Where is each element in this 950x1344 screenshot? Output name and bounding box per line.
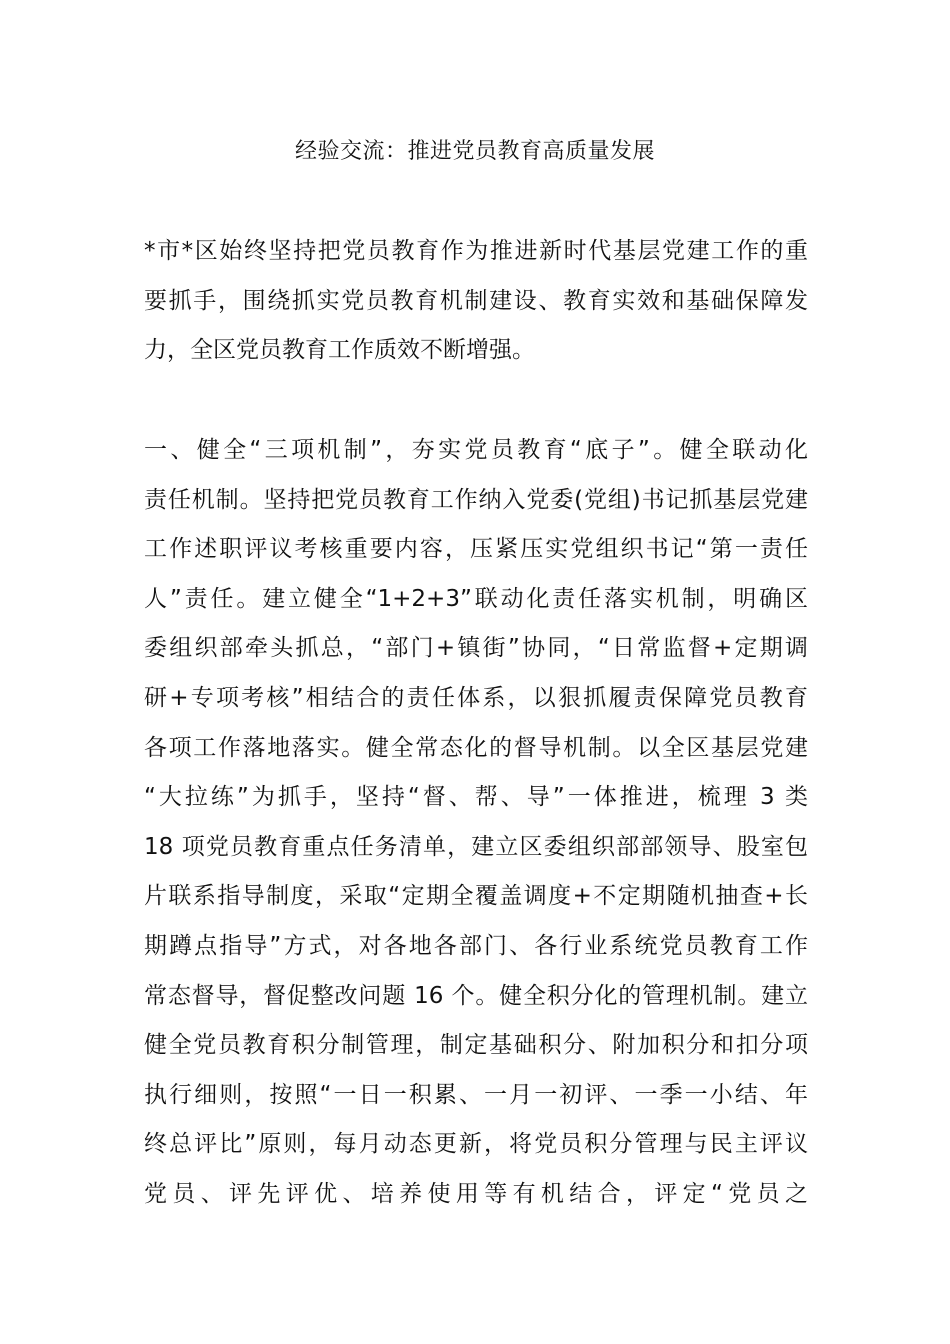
paragraph-line: 片联系指导制度，采取“定期全覆盖调度+不定期随机抽查+长	[144, 883, 808, 910]
paragraph-line: 责任机制。坚持把党员教育工作纳入党委(党组)书记抓基层党建	[144, 486, 808, 513]
paragraph-line: 期蹲点指导”方式，对各地各部门、各行业系统党员教育工作	[144, 932, 808, 959]
paragraph-line: 各项工作落地落实。健全常态化的督导机制。以全区基层党建	[144, 734, 808, 761]
paragraph-line: 力，全区党员教育工作质效不断增强。	[144, 337, 535, 364]
paragraph-line: 研+专项考核”相结合的责任体系，以狠抓履责保障党员教育	[144, 684, 808, 711]
paragraph-line: 18 项党员教育重点任务清单，建立区委组织部部领导、股室包	[144, 833, 808, 860]
section-1-paragraph	[144, 426, 808, 1220]
paragraph-line: 终总评比”原则，每月动态更新，将党员积分管理与民主评议	[144, 1131, 808, 1158]
paragraph-line: “大拉练”为抓手，坚持“督、帮、导”一体推进，梳理 3 类	[144, 784, 808, 811]
paragraph-line: *市*区始终坚持把党员教育作为推进新时代基层党建工作的重	[144, 238, 808, 264]
paragraph-line: 委组织部牵头抓总，“部门+镇街”协同，“日常监督+定期调	[144, 635, 808, 662]
paragraph-line: 一、健全“三项机制”，夯实党员教育“底子”。健全联动化	[144, 437, 808, 463]
paragraph-line: 要抓手，围绕抓实党员教育机制建设、教育实效和基础保障发	[144, 287, 808, 314]
paragraph-line: 常态督导，督促整改问题 16 个。健全积分化的管理机制。建立	[144, 982, 808, 1009]
paragraph-line: 执行细则，按照“一日一积累、一月一初评、一季一小结、年	[144, 1081, 808, 1108]
document-title: 经验交流：推进党员教育高质量发展	[294, 139, 655, 164]
intro-paragraph	[144, 227, 808, 376]
paragraph-line: 党员、评先评优、培养使用等有机结合，评定“党员之	[144, 1180, 808, 1207]
paragraph-line: 健全党员教育积分制管理，制定基础积分、附加积分和扣分项	[144, 1032, 808, 1059]
paragraph-line: 人”责任。建立健全“1+2+3”联动化责任落实机制，明确区	[144, 585, 808, 612]
paragraph-line: 工作述职评议考核重要内容，压紧压实党组织书记“第一责任	[144, 536, 808, 563]
